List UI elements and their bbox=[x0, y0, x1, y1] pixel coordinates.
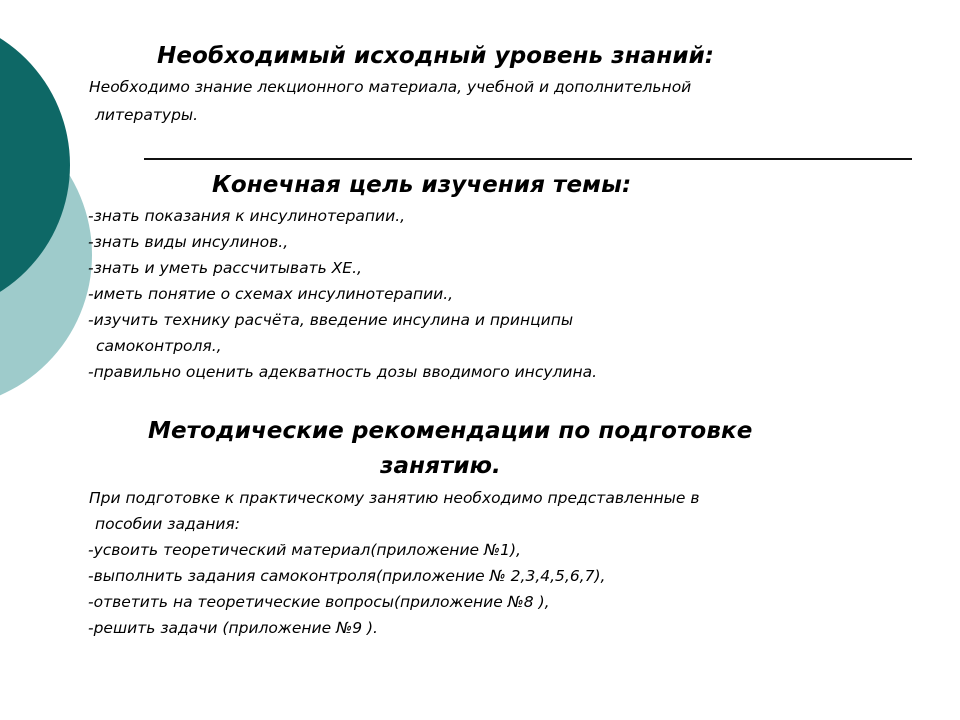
list-item: -иметь понятие о схемах инсулинотерапии., bbox=[88, 285, 454, 303]
heading-methodical-recommendations: Методические рекомендации по подготовке bbox=[148, 418, 753, 444]
list-item: -ответить на теоретические вопросы(приложение №8 ), bbox=[88, 593, 550, 611]
list-item: -усвоить теоретический материал(приложение №1), bbox=[88, 541, 521, 559]
list-item-continuation: самоконтроля., bbox=[96, 337, 222, 355]
list-item: -изучить технику расчёта, введение инсулина и принципы bbox=[88, 311, 574, 329]
list-item: -знать показания к инсулинотерапии., bbox=[88, 207, 406, 225]
heading-prerequisites: Необходимый исходный уровень знаний: bbox=[157, 43, 715, 69]
list-item: -знать и уметь рассчитывать ХЕ., bbox=[88, 259, 362, 277]
list-item: -знать виды инсулинов., bbox=[88, 233, 289, 251]
text-line: Необходимо знание лекционного материала, учебной и дополнительной bbox=[89, 78, 692, 96]
text-line: пособии задания: bbox=[95, 515, 240, 533]
heading-learning-goals: Конечная цель изучения темы: bbox=[212, 172, 632, 198]
text-line: литературы. bbox=[95, 106, 199, 124]
list-item: -правильно оценить адекватность дозы вводимого инсулина. bbox=[88, 363, 598, 381]
heading-methodical-recommendations-line2: занятию. bbox=[380, 453, 501, 479]
list-item: -решить задачи (приложение №9 ). bbox=[88, 619, 378, 637]
text-line: При подготовке к практическому занятию необходимо представленные в bbox=[89, 489, 700, 507]
horizontal-divider bbox=[144, 158, 912, 160]
list-item: -выполнить задания самоконтроля(приложение № 2,3,4,5,6,7), bbox=[88, 567, 606, 585]
